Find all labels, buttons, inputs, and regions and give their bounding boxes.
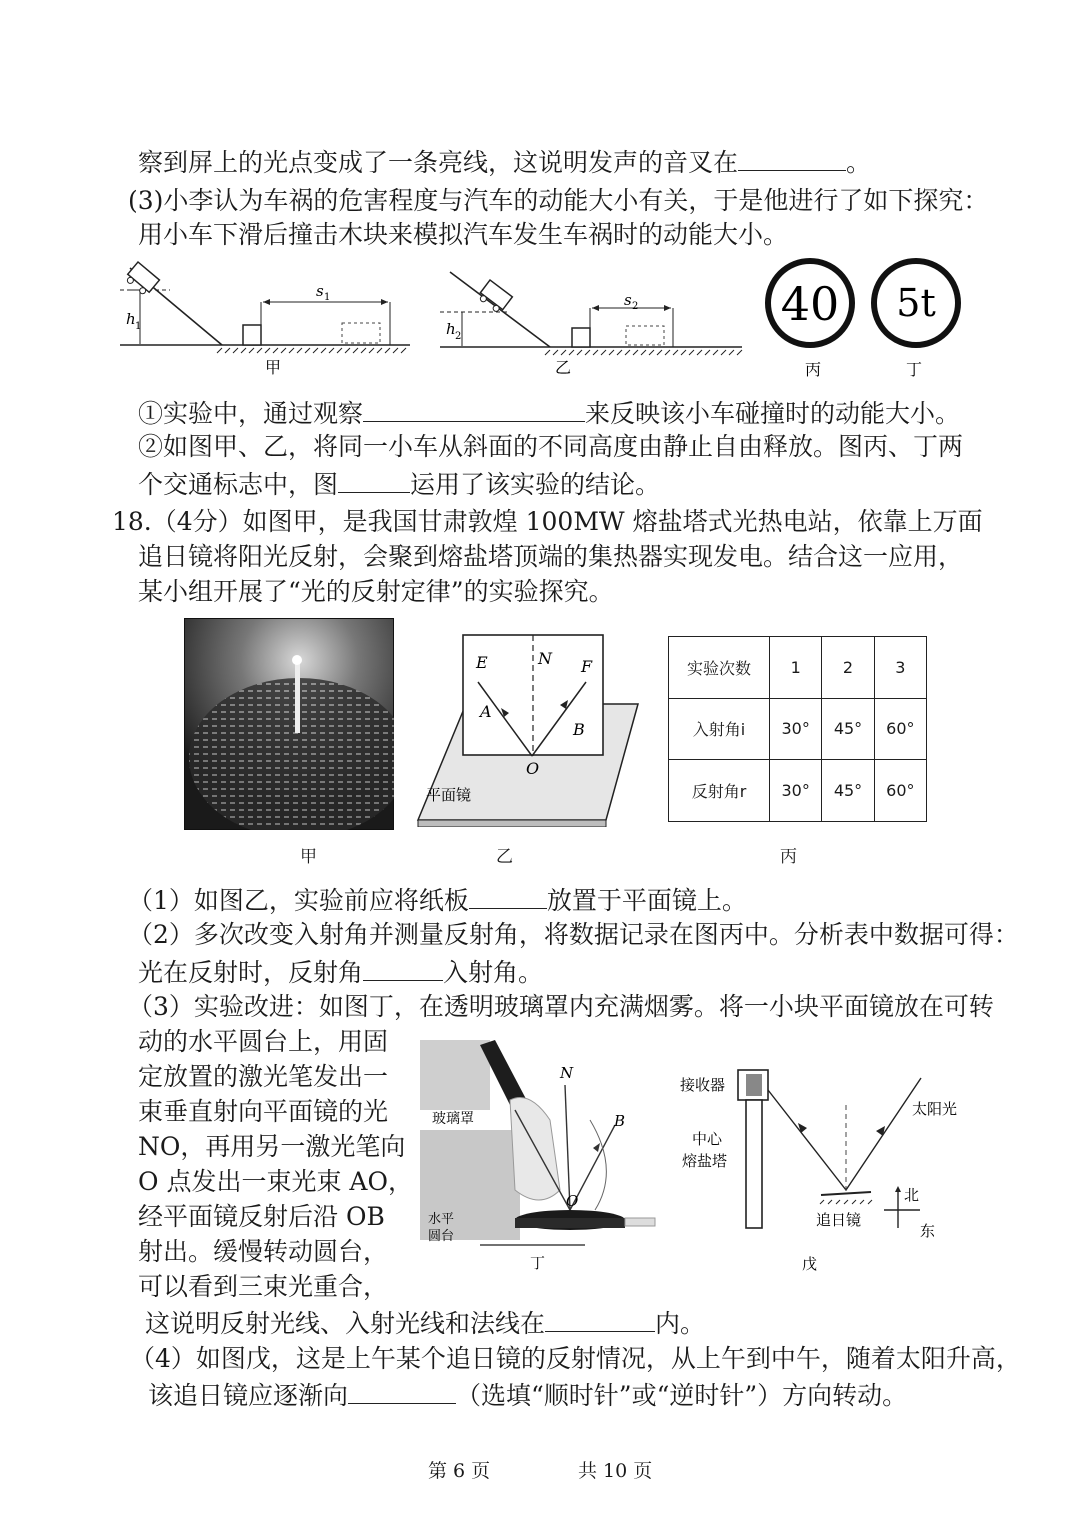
text-line-1 — [138, 144, 871, 180]
label-h2: h — [446, 320, 456, 338]
weight-limit-sign — [874, 261, 958, 379]
text-segment: 这说明反射光线、入射光线和法线在 — [145, 1309, 546, 1338]
text-segment: ①实验中，通过观察 — [138, 399, 364, 428]
solar-plant-photo — [184, 618, 394, 830]
label-glass-dome: 玻璃罩 — [432, 1111, 474, 1127]
text-segment: 察到屏上的光点变成了一条亮线，这说明发声的音叉在 — [138, 148, 739, 177]
table-cell: 实验次数 — [669, 637, 770, 699]
label-s2: s — [624, 291, 632, 309]
text-line-13: （3）实验改进：如图丁，在透明玻璃罩内充满烟雾。将一小块平面镜放在可转 — [128, 992, 994, 1021]
label-sunlight: 太阳光 — [912, 1100, 958, 1118]
table-cell: 入射角i — [669, 698, 770, 760]
page-total: 共 10 页 — [578, 1460, 653, 1482]
text-segment: 个交通标志中，图 — [138, 470, 339, 499]
text-line-8: 追日镜将阳光反射，会聚到熔盐塔顶端的集热器实现发电。结合这一应用， — [138, 542, 964, 571]
wrap-line-6: 经平面镜反射后沿 OB — [138, 1202, 385, 1231]
reflection-setup-diagram — [408, 632, 648, 827]
wrap-line-8: 可以看到三束光重合， — [138, 1272, 389, 1301]
label-E: E — [476, 653, 488, 672]
label-N: N — [538, 649, 552, 668]
text-segment: （1）如图乙，实验前应将纸板 — [128, 886, 469, 915]
table-cell: 30° — [770, 698, 822, 760]
heliostat-diagram — [676, 1060, 976, 1275]
table-header-row — [669, 637, 927, 699]
caption-jia-2: 甲 — [300, 847, 317, 867]
caption-bing-2: 丙 — [780, 847, 797, 867]
wrap-line-5: O 点发出一束光束 AO， — [138, 1167, 413, 1196]
data-table — [668, 636, 927, 822]
answer-blank[interactable] — [363, 395, 585, 422]
label-stage-2: 圆台 — [428, 1229, 455, 1244]
label-h1-sub: 1 — [135, 321, 142, 332]
caption-bing: 丙 — [805, 360, 822, 379]
caption-wu: 戊 — [802, 1255, 818, 1273]
text-line-2: (3)小李认为车祸的危害程度与汽车的动能大小有关，于是他进行了如下探究： — [128, 186, 989, 215]
incline-figures — [110, 250, 970, 385]
text-line-6 — [138, 466, 660, 502]
wrap-line-4: NO，再用另一激光笔向 — [138, 1132, 406, 1161]
table-cell: 60° — [874, 698, 926, 760]
answer-blank[interactable] — [338, 466, 410, 493]
text-line-10 — [128, 882, 747, 918]
label-receiver: 接收器 — [680, 1076, 726, 1094]
table-row — [669, 698, 927, 760]
text-segment: 内。 — [655, 1309, 706, 1338]
caption-jia: 甲 — [265, 358, 282, 377]
label-stage-1: 水平 — [428, 1212, 455, 1227]
text-segment: 该追日镜应逐渐向 — [148, 1381, 349, 1410]
wrap-line-1: 动的水平圆台上，用固 — [138, 1027, 389, 1056]
label-plane-mirror: 平面镜 — [426, 786, 472, 804]
label-s2-sub: 2 — [632, 301, 639, 312]
text-line-12 — [138, 954, 543, 990]
answer-blank[interactable] — [469, 882, 547, 909]
text-line-15: （4）如图戊，这是上午某个追日镜的反射情况，从上午到中午，随着太阳升高， — [130, 1344, 1021, 1373]
label-A: A — [480, 702, 492, 721]
answer-blank[interactable] — [545, 1305, 655, 1332]
text-segment: 光在反射时，反射角 — [138, 958, 364, 987]
answer-blank[interactable] — [348, 1377, 456, 1404]
smoke-dome-photo — [420, 1040, 660, 1275]
table-cell: 反射角r — [669, 760, 770, 822]
text-line-7: 18.（4分）如图甲，是我国甘肃敦煌 100MW 熔盐塔式光热电站，依靠上万面 — [112, 507, 983, 536]
text-line-9: 某小组开展了“光的反射定律”的实验探究。 — [138, 577, 614, 606]
answer-blank[interactable] — [363, 954, 443, 981]
text-segment: 。 — [846, 148, 872, 177]
label-north: 北 — [904, 1186, 920, 1204]
text-line-4 — [138, 395, 960, 431]
caption-ding-2: 丁 — [530, 1254, 546, 1272]
label-s1: s — [316, 282, 324, 300]
text-line-5: ②如图甲、乙，将同一小车从斜面的不同高度由静止自由释放。图丙、丁两 — [138, 432, 964, 461]
wrap-line-3: 束垂直射向平面镜的光 — [138, 1097, 389, 1126]
text-line-14 — [145, 1305, 705, 1341]
label-h1: h — [126, 310, 136, 328]
figure-yi-incline — [440, 272, 742, 377]
label-h2-sub: 2 — [455, 331, 462, 342]
text-segment: 运用了该实验的结论。 — [410, 470, 661, 499]
label-O: O — [526, 759, 540, 778]
label-F: F — [581, 657, 593, 676]
wrap-line-2: 定放置的激光笔发出一 — [138, 1062, 389, 1091]
text-segment: 入射角。 — [443, 958, 544, 987]
table-cell: 1 — [770, 637, 822, 699]
label-east: 东 — [920, 1222, 936, 1240]
sign-speed-value: 40 — [780, 277, 840, 331]
text-segment: 来反映该小车碰撞时的动能大小。 — [585, 399, 961, 428]
label-tower-2: 熔盐塔 — [682, 1152, 728, 1170]
text-line-16 — [148, 1377, 907, 1413]
text-segment: 放置于平面镜上。 — [546, 886, 747, 915]
table-cell: 60° — [874, 760, 926, 822]
table-row — [669, 760, 927, 822]
sign-weight-value: 5t — [896, 281, 936, 325]
caption-ding: 丁 — [906, 360, 923, 379]
table-cell: 30° — [770, 760, 822, 822]
text-segment: （选填“顺时针”或“逆时针”）方向转动。 — [456, 1381, 908, 1410]
table-cell: 3 — [874, 637, 926, 699]
wrap-line-7: 射出。缓慢转动圆台， — [138, 1237, 389, 1266]
label-s1-sub: 1 — [324, 292, 331, 303]
answer-blank[interactable] — [738, 144, 846, 171]
label-B-ding: B — [614, 1112, 626, 1130]
label-O-ding: O — [566, 1192, 579, 1210]
page-number: 第 6 页 — [428, 1460, 491, 1482]
figure-jia-incline — [120, 262, 410, 377]
table-cell: 45° — [822, 760, 874, 822]
text-line-3: 用小车下滑后撞击木块来模拟汽车发生车祸时的动能大小。 — [138, 220, 789, 249]
table-cell: 2 — [822, 637, 874, 699]
caption-yi: 乙 — [555, 358, 572, 377]
text-line-11: （2）多次改变入射角并测量反射角，将数据记录在图丙中。分析表中数据可得： — [128, 920, 1019, 949]
caption-yi-2: 乙 — [496, 847, 513, 867]
table-cell: 45° — [822, 698, 874, 760]
speed-limit-sign — [768, 261, 852, 379]
label-heliostat: 追日镜 — [816, 1211, 862, 1229]
label-tower-1: 中心 — [692, 1130, 723, 1148]
label-N-ding: N — [560, 1064, 574, 1082]
label-B: B — [573, 720, 585, 739]
